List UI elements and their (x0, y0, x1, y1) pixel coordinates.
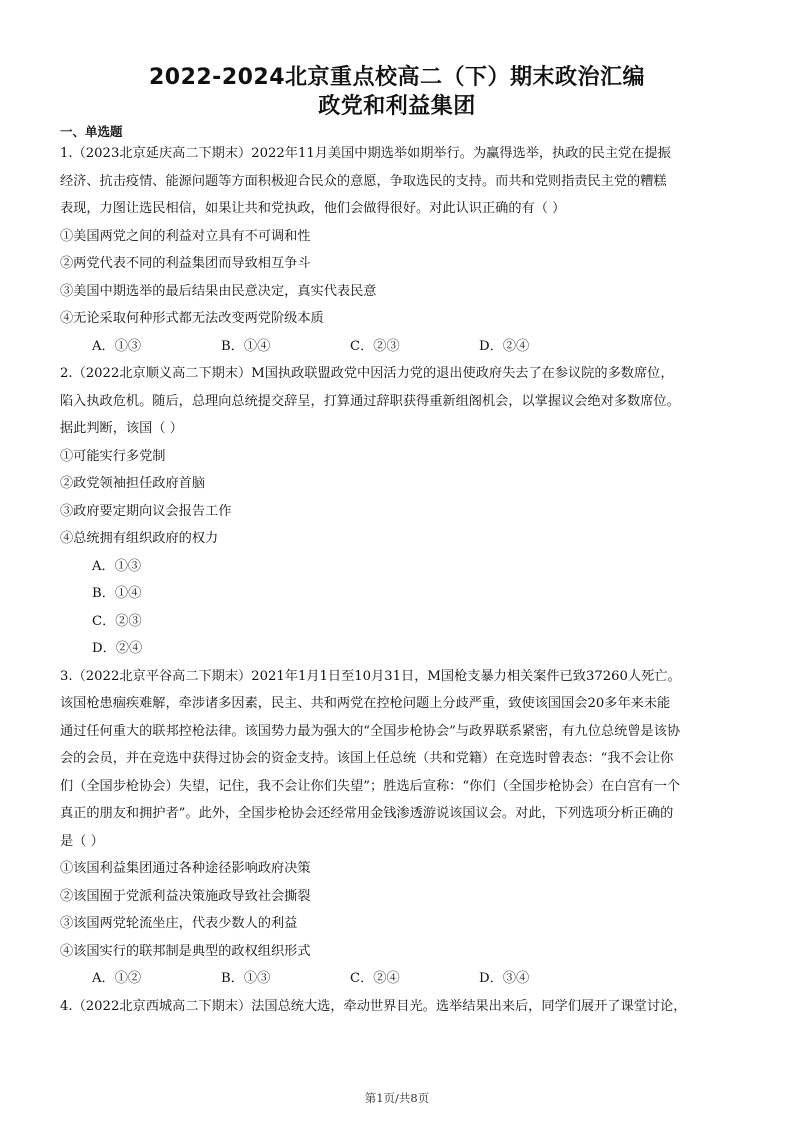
statement-4: ④总统拥有组织政府的权力 (60, 531, 219, 546)
option-a: A．①② (92, 971, 142, 986)
option-a: A．①③ (92, 558, 142, 574)
question-text-line: 经济、抗击疫情、能源问题等方面积极迎合民众的意愿，争取选民的支持。而共和党则指责民主党的糟糕 (60, 173, 667, 189)
question-4 (60, 993, 736, 1021)
question-text-line: 陷入执政危机。随后，总理向总统提交辞呈，打算通过辞职获得重新组阁机会，以掌握议会绝对多数席位。 (60, 393, 680, 409)
question-text-line: 3.（2022北京平谷高二下期末）2021年1月1日至10月31日，M国枪支暴力相关案件已致37260人死亡。 (60, 668, 681, 684)
question-list (60, 140, 736, 1020)
question-text-line: 4.（2022北京西城高二下期末）法国总统大选，牵动世界目光。选举结果出来后，同学们展开了课堂讨论， (60, 998, 687, 1014)
option-c: C．②③ (92, 613, 142, 629)
page-footer: 第1页/共8页 (364, 1091, 430, 1105)
option-b: B．①④ (221, 338, 271, 354)
option-b: B．①③ (221, 971, 271, 986)
question-text-line: 表现，力图让选民相信，如果让共和党执政，他们会做得很好。对此认识正确的有（ ） (60, 201, 566, 216)
question-text-line: 据此判断，该国（ ） (60, 421, 183, 436)
section-heading: 一、单选题 (60, 124, 123, 139)
option-a: A．①③ (92, 338, 142, 354)
question-3 (60, 663, 736, 993)
answer-options (60, 965, 736, 993)
option-c: C．②③ (350, 338, 400, 354)
statement-1: ①美国两党之间的利益对立具有不可调和性 (60, 228, 311, 244)
statement-1: ①可能实行多党制 (60, 448, 166, 464)
option-d: D．③④ (479, 971, 530, 986)
document-subtitle: 政党和利益集团 (318, 94, 476, 119)
question-text-line: 真正的朋友和拥护者”。此外，全国步枪协会还经常用金钱渗透游说该国议会。对此，下列选项分析正确的 (60, 806, 674, 821)
question-2 (60, 360, 736, 663)
document-title: 2022-2024北京重点校高二（下）期末政治汇编 (148, 65, 646, 90)
question-1 (60, 140, 736, 360)
option-d: D．②④ (479, 338, 530, 354)
statement-3: ③该国两党轮流坐庄，代表少数人的利益 (60, 916, 298, 931)
statement-2: ②两党代表不同的利益集团而导致相互争斗 (60, 256, 311, 271)
statement-3: ③美国中期选举的最后结果由民意决定，真实代表民意 (60, 283, 377, 299)
question-text-line: 2.（2022北京顺义高二下期末）M国执政联盟政党中因活力党的退出使政府失去了在参议院的多数席位， (60, 366, 674, 381)
question-text-line: 会的会员，并在竞选中获得过协会的资金支持。该国上任总统（共和党籍）在竞选时曾表态：“我不会让你 (60, 751, 674, 766)
statement-3: ③政府要定期向议会报告工作 (60, 503, 232, 519)
question-text-line: 该国枪患痼疾难解，牵涉诸多因素，民主、共和两党在控枪问题上分歧严重，致使该国国会20多年来未能 (60, 696, 671, 711)
statement-2: ②该国囿于党派利益决策施政导致社会撕裂 (60, 888, 311, 904)
answer-options (60, 333, 736, 361)
option-d: D．②④ (92, 641, 143, 656)
statement-2: ②政党领袖担任政府首脑 (60, 476, 206, 491)
question-text-line: 是（ ） (60, 833, 104, 849)
statement-4: ④无论采取何种形式都无法改变两党阶级本质 (60, 311, 324, 326)
statement-1: ①该国利益集团通过各种途径影响政府决策 (60, 861, 311, 876)
option-c: C．②④ (350, 971, 400, 986)
question-text-line: 1.（2023北京延庆高二下期末）2022年11月美国中期选举如期举行。为赢得选举，执政的民主党在提振 (60, 146, 671, 161)
option-b: B．①④ (92, 586, 142, 601)
statement-4: ④该国实行的联邦制是典型的政权组织形式 (60, 943, 311, 959)
question-text-line: 通过任何重大的联邦控枪法律。该国势力最为强大的“全国步枪协会”与政界联系紧密，有九位总统曾是该协 (60, 723, 681, 739)
question-text-line: 们（全国步枪协会）失望，记住，我不会让你们失望”；胜选后宣称：“你们（全国步枪协会）在白宫有一个 (60, 778, 681, 794)
